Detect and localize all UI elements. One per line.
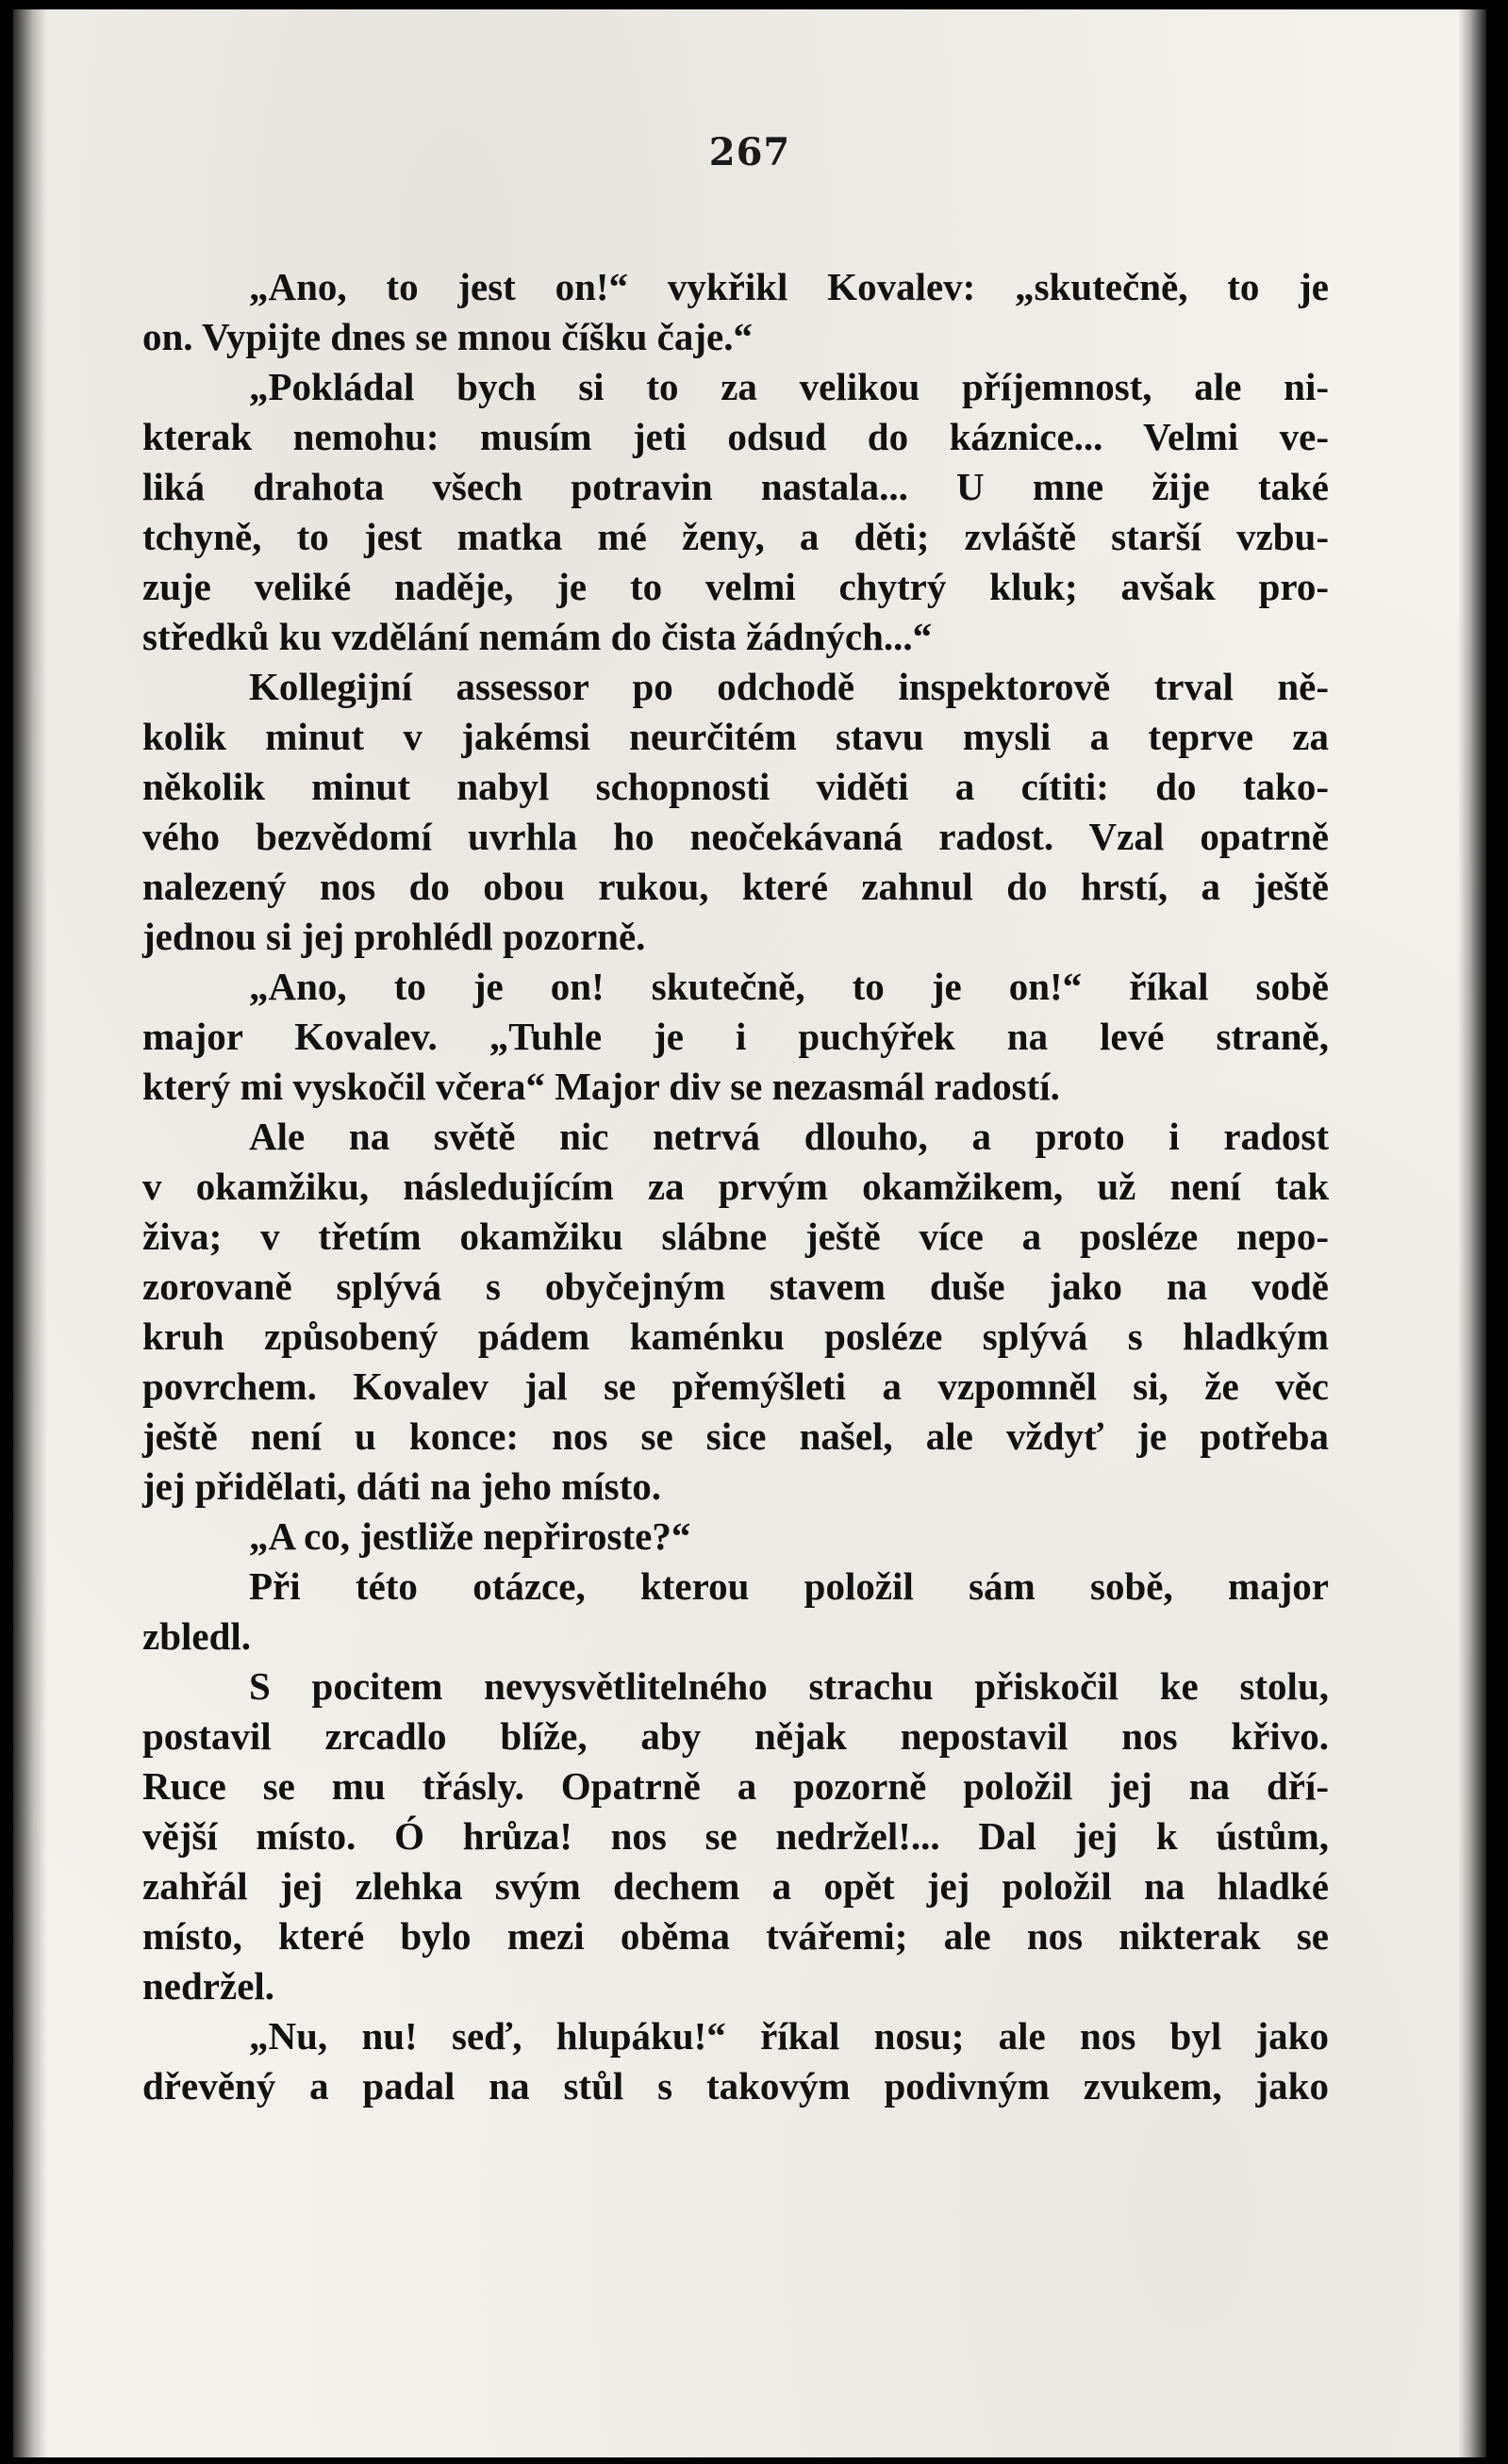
text-line: postavil zrcadlo blíže, aby nějak nepostavil nos křivo. bbox=[142, 1714, 1329, 1758]
page-left-shadow bbox=[13, 9, 47, 2457]
text-line: místo, které bylo mezi oběma tvářemi; ale nos nikterak se bbox=[142, 1914, 1329, 1958]
text-line: „Ano, to jest on!“ vykřikl Kovalev: „skutečně, to je bbox=[249, 265, 1329, 308]
text-line: „A co, jestliže nepřiroste?“ bbox=[249, 1514, 691, 1558]
text-line: zuje veliké naděje, je to velmi chytrý kluk; avšak pro- bbox=[142, 565, 1329, 608]
book-page bbox=[13, 9, 1486, 2457]
text-line: kterak nemohu: musím jeti odsud do káznice... Velmi ve- bbox=[142, 415, 1329, 458]
body-text bbox=[142, 262, 1329, 2111]
text-line: kruh způsobený pádem kaménku posléze splývá s hladkým bbox=[142, 1315, 1329, 1358]
text-line: živa; v třetím okamžiku slábne ještě více a posléze nepo- bbox=[142, 1215, 1329, 1258]
text-line: nedržel. bbox=[142, 1964, 275, 2008]
text-line: zorovaně splývá s obyčejným stavem duše jako na vodě bbox=[142, 1265, 1329, 1308]
text-line: několik minut nabyl schopnosti viděti a cítiti: do tako- bbox=[142, 765, 1329, 808]
text-line: Při této otázce, kterou položil sám sobě, major bbox=[249, 1564, 1329, 1608]
text-line: ještě není u konce: nos se sice našel, ale vždyť je potřeba bbox=[142, 1414, 1329, 1458]
page-right-shadow bbox=[1458, 9, 1486, 2457]
text-line: on. Vypijte dnes se mnou číšku čaje.“ bbox=[142, 315, 753, 358]
text-line: zbledl. bbox=[142, 1614, 252, 1658]
text-line: „Nu, nu! seď, hlupáku!“ říkal nosu; ale nos byl jako bbox=[249, 2014, 1329, 2058]
text-line: „Ano, to je on! skutečně, to je on!“ říkal sobě bbox=[249, 965, 1329, 1008]
text-line: kolik minut v jakémsi neurčitém stavu mysli a teprve za bbox=[142, 715, 1329, 758]
text-line: který mi vyskočil včera“ Major div se nezasmál radostí. bbox=[142, 1065, 1060, 1108]
text-line: vější místo. Ó hrůza! nos se nedržel!... Dal jej k ústům, bbox=[142, 1814, 1329, 1858]
text-line: „Pokládal bych si to za velikou příjemnost, ale ni- bbox=[249, 365, 1329, 408]
text-line: středků ku vzdělání nemám do čista žádných...“ bbox=[142, 615, 933, 658]
text-line: povrchem. Kovalev jal se přemýšleti a vzpomněl si, že věc bbox=[142, 1364, 1329, 1408]
text-line: S pocitem nevysvětlitelného strachu přiskočil ke stolu, bbox=[249, 1664, 1329, 1708]
text-line: Ale na světě nic netrvá dlouho, a proto i radost bbox=[249, 1115, 1329, 1158]
text-line: jednou si jej prohlédl pozorně. bbox=[142, 915, 646, 958]
text-line: vého bezvědomí uvrhla ho neočekávaná radost. Vzal opatrně bbox=[142, 815, 1329, 858]
text-line: zahřál jej zlehka svým dechem a opět jej položil na hladké bbox=[142, 1864, 1329, 1908]
text-line: Kollegijní assessor po odchodě inspektorově trval ně- bbox=[249, 665, 1329, 708]
text-line: jej přidělati, dáti na jeho místo. bbox=[142, 1464, 662, 1508]
text-line: tchyně, to jest matka mé ženy, a děti; zvláště starší vzbu- bbox=[142, 515, 1329, 558]
text-line: major Kovalev. „Tuhle je i puchýřek na levé straně, bbox=[142, 1015, 1329, 1058]
text-line: v okamžiku, následujícím za prvým okamžikem, už není tak bbox=[142, 1165, 1329, 1208]
text-line: nalezený nos do obou rukou, které zahnul do hrstí, a ještě bbox=[142, 865, 1329, 908]
text-line: liká drahota všech potravin nastala... U mne žije také bbox=[142, 465, 1329, 508]
page-number: 267 bbox=[708, 130, 791, 174]
text-line: dřevěný a padal na stůl s takovým podivným zvukem, jako bbox=[142, 2064, 1329, 2108]
text-line: Ruce se mu třásly. Opatrně a pozorně položil jej na dří- bbox=[142, 1764, 1329, 1808]
